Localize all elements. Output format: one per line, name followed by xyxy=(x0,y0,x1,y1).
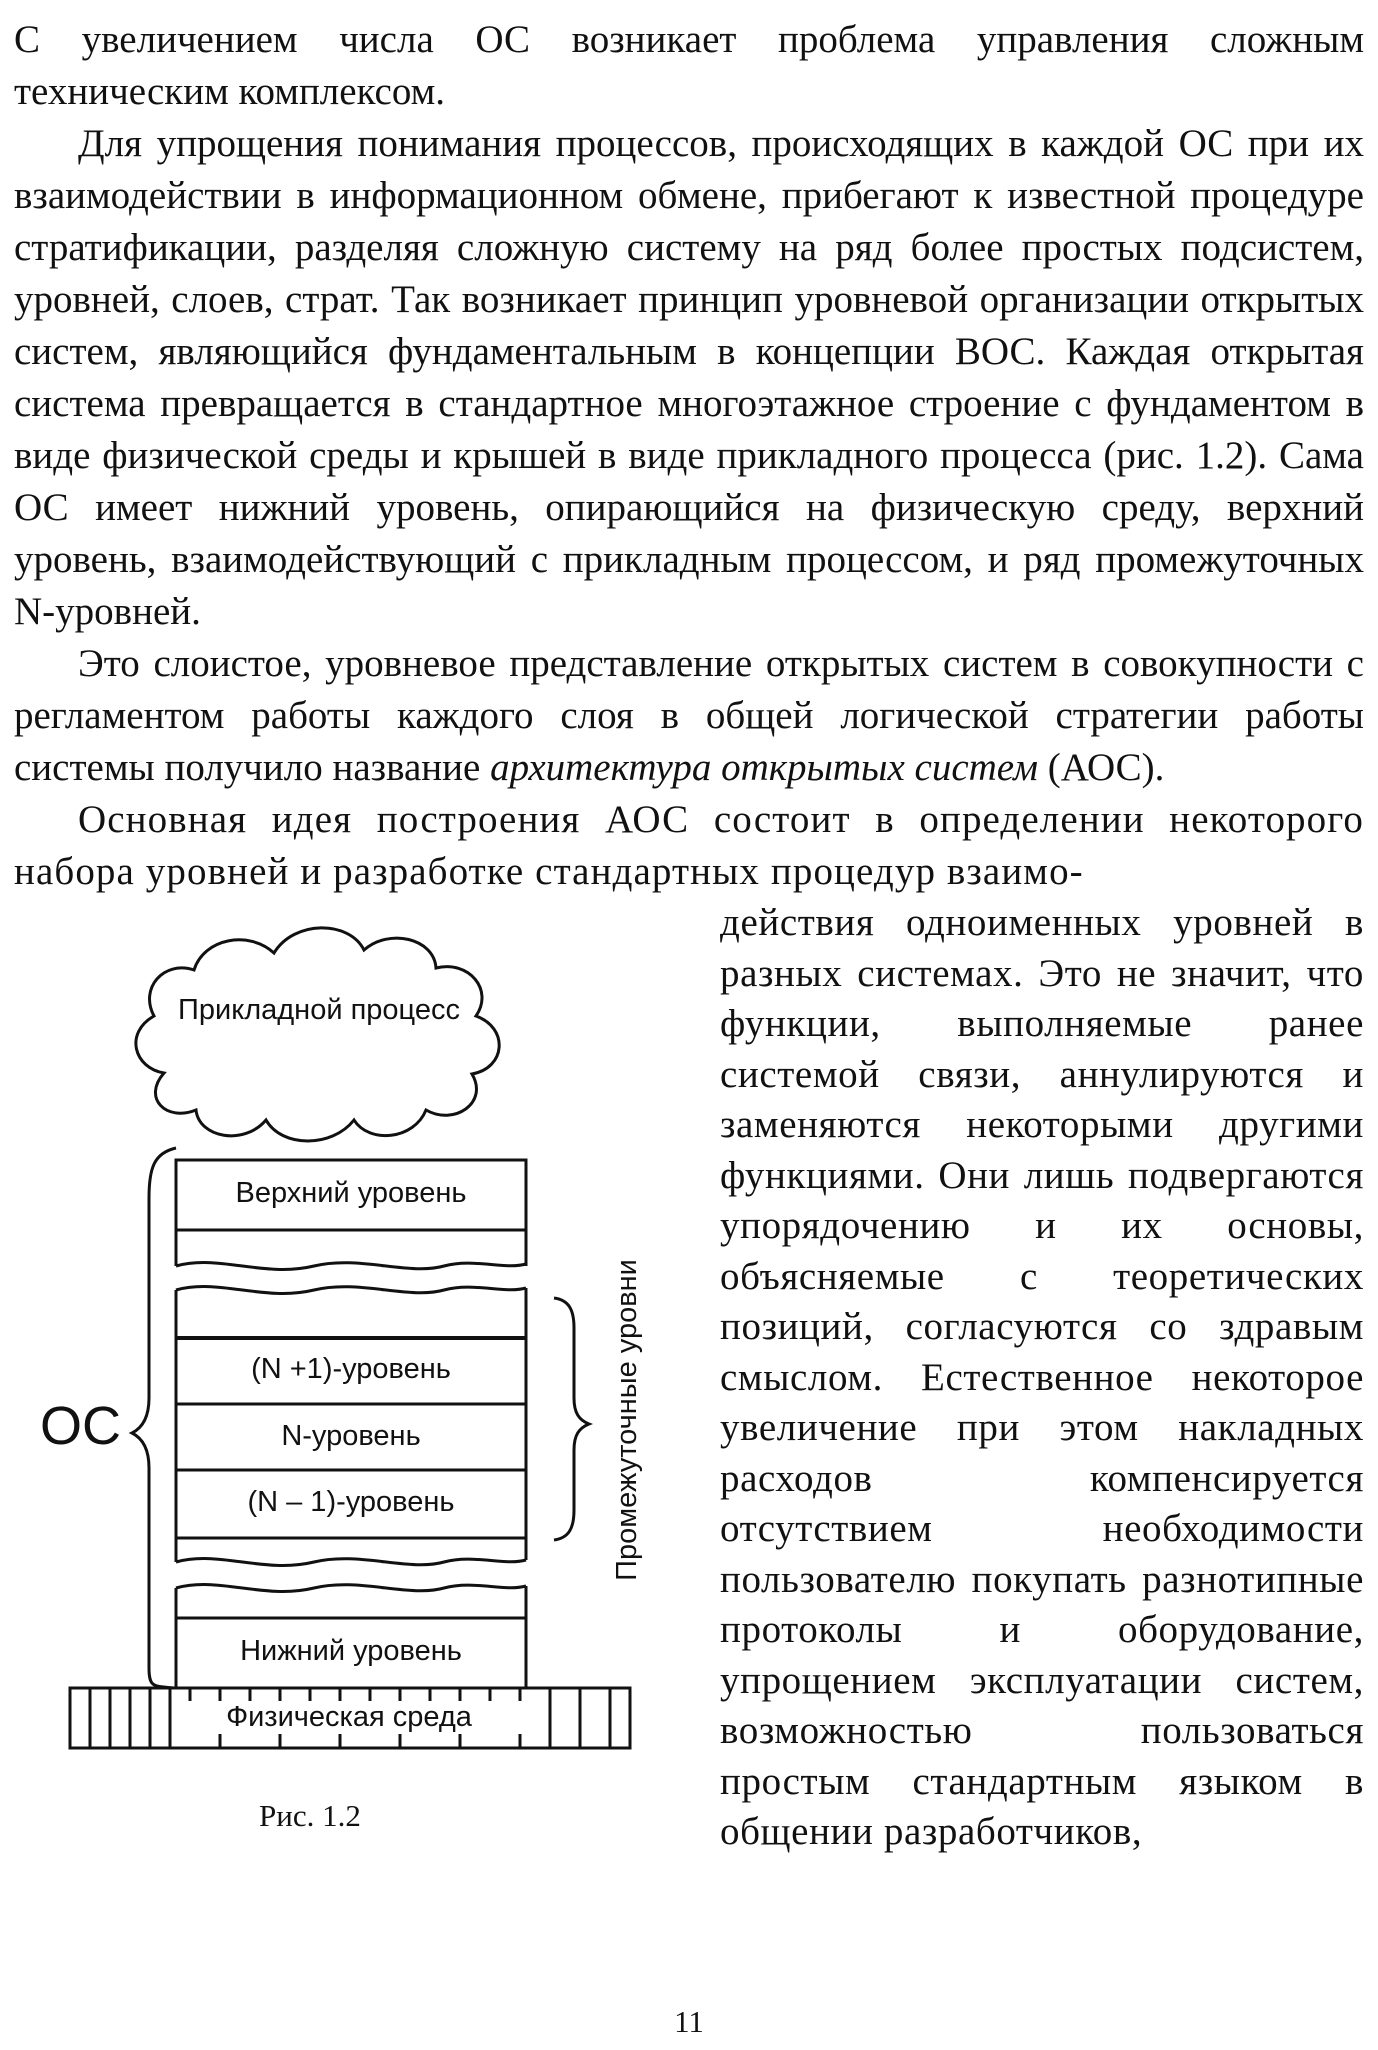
upper-level-label: Верхний уровень xyxy=(235,1177,467,1209)
mid-wave-top xyxy=(176,1287,526,1294)
figure-wrap xyxy=(14,898,1364,1868)
cloud-label: Прикладной процесс xyxy=(178,994,460,1026)
upper-wave xyxy=(176,1263,526,1270)
aos-term: архитектура открытых систем xyxy=(490,746,1039,789)
lower-level-label: Нижний уровень xyxy=(240,1635,462,1667)
mid-wave-bottom xyxy=(176,1559,526,1566)
paragraph-1: С увеличением числа ОС возникает проблема управления сложным техническим комплексом. xyxy=(14,18,1364,113)
intermediate-levels-label: Промежуточные уровни xyxy=(611,1259,643,1581)
right-column xyxy=(720,898,1364,1858)
n-minus-1-level-label: (N – 1)-уровень xyxy=(247,1486,455,1518)
page-number: 11 xyxy=(674,2004,704,2039)
paragraph-3-end: (АОС). xyxy=(1047,746,1165,789)
lower-wave xyxy=(176,1585,526,1592)
cloud-shape xyxy=(136,928,499,1141)
n-plus-1-level-label: (N +1)-уровень xyxy=(251,1353,451,1385)
paragraph-3 xyxy=(14,638,1364,794)
os-brace xyxy=(132,1148,176,1688)
physical-medium-label: Физическая среда xyxy=(174,1701,524,1734)
figure-1-2 xyxy=(14,898,694,1868)
paragraph-3-start: Это слоистое, уровневое представление открытых систем в совокупности с регламентом работы каждого слоя в общей логической стратегии работы системы получило название xyxy=(14,642,1364,789)
paragraph-2: Для упрощения понимания процессов, происходящих в каждой ОС при их взаимодействии в информационном обмене, прибегают к известной процедуре стратификации, разделяя сложную систему на ряд более простых подсистем, уровней, слоев, страт. Так возникает принцип уровневой организации открытых систем, являющийся фундаментальным в концепции ВОС. Каждая открытая система превращается в стандартное многоэтажное строение с фундаментом в виде физической среды и крышей в виде прикладного процесса (рис. 1.2). Сама ОС имеет нижний уровень, опирающийся на физическую среду, верхний уровень, взаимодействующий с прикладным процессом, и ряд промежуточных N-уровней. xyxy=(14,122,1364,633)
n-level-label: N-уровень xyxy=(281,1420,421,1452)
os-label: ОС xyxy=(40,1396,121,1456)
intermediate-brace xyxy=(554,1298,589,1540)
paragraph-4-continued: действия одноименных уровней в разных системах. Это не значит, что функции, выполняемые ранее системой связи, аннулируются и заменяются некоторыми другими функциями. Они лишь подвергаются упорядочению и их основы, объясняемые с теоретических позиций, согласуются со здравым смыслом. Естественное некоторое увеличение при этом накладных расходов компенсируется отсутствием необходимости пользователю покупать разнотипные протоколы и оборудование, упрощением эксплуатации систем, возможностью пользоваться простым стандартным языком в общении разработчиков, xyxy=(720,901,1364,1853)
page xyxy=(14,14,1364,1868)
paragraph-4: Основная идея построения АОС состоит в определении некоторого набора уровней и разработке стандартных процедур взаимо- xyxy=(14,798,1364,893)
figure-caption: Рис. 1.2 xyxy=(259,1798,361,1833)
